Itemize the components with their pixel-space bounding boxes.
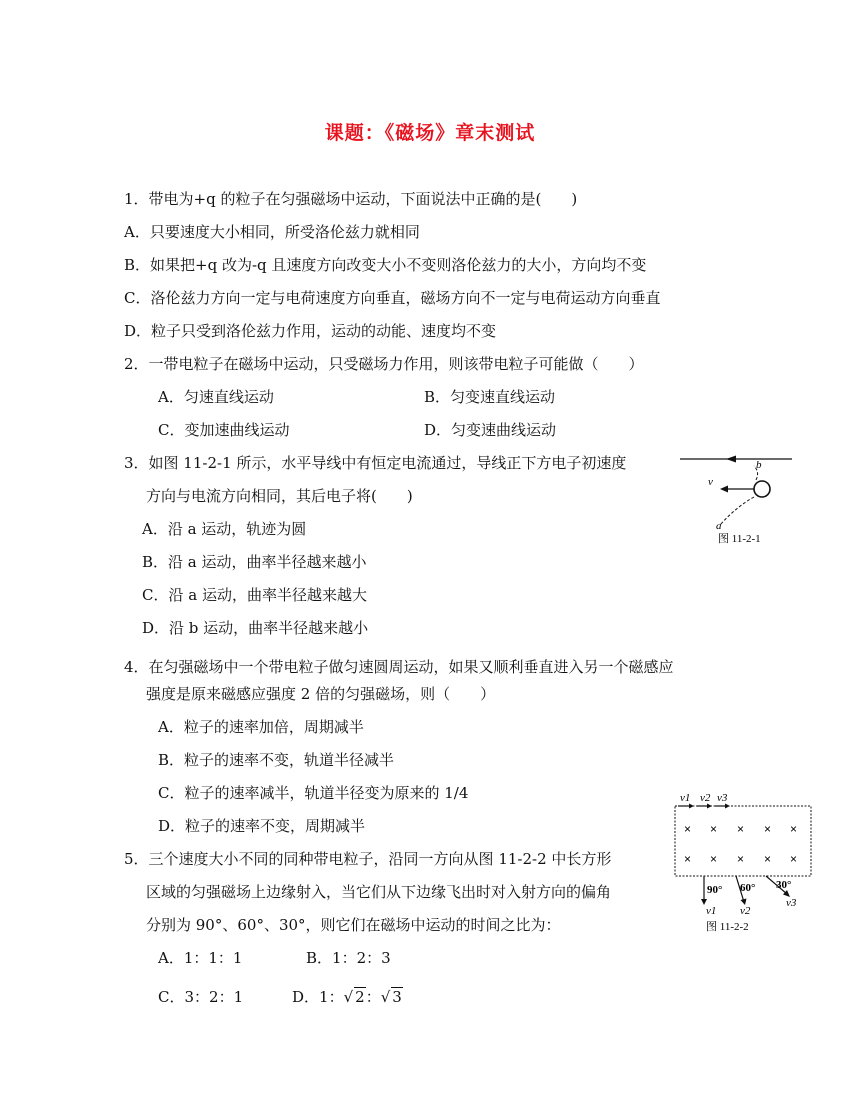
q2-option-b: B．匀变速直线运动 bbox=[424, 388, 556, 406]
label-v2-bottom: v2 bbox=[740, 905, 751, 917]
q5-option-b: B．1：2：3 bbox=[306, 949, 391, 967]
q1-stem: 1．带电为+q 的粒子在匀强磁场中运动，下面说法中正确的是( ) bbox=[124, 190, 578, 208]
q1-option-a: A．只要速度大小相同，所受洛伦兹力就相同 bbox=[124, 223, 420, 241]
label-b: b bbox=[756, 459, 762, 471]
svg-text:×: × bbox=[710, 852, 718, 866]
angle-30: 30° bbox=[776, 879, 792, 891]
q1-option-b: B．如果把+q 改为-q 且速度方向改变大小不变则洛伦兹力的大小，方向均不变 bbox=[124, 256, 647, 274]
label-v2-top: v2 bbox=[700, 792, 711, 804]
q2-option-d: D．匀变速曲线运动 bbox=[424, 421, 557, 439]
q1-option-c: C．洛伦兹力方向一定与电荷速度方向垂直，磁场方向不一定与电荷运动方向垂直 bbox=[124, 289, 661, 307]
q3-stem-line1: 3．如图 11-2-1 所示，水平导线中有恒定电流通过，导线正下方电子初速度 bbox=[124, 454, 627, 472]
magnetic-field-crosses bbox=[684, 822, 797, 866]
svg-text:×: × bbox=[764, 822, 772, 836]
svg-text:×: × bbox=[710, 822, 718, 836]
label-v1-top: v1 bbox=[680, 792, 691, 804]
q2-option-c: C．变加速曲线运动 bbox=[158, 421, 290, 439]
q3-option-b: B．沿 a 运动，曲率半径越来越小 bbox=[142, 553, 367, 571]
figure-caption: 图 11-2-2 bbox=[706, 921, 749, 933]
current-arrow-icon bbox=[726, 456, 736, 463]
figure-11-2-2 bbox=[670, 790, 820, 935]
svg-text:×: × bbox=[790, 822, 798, 836]
q5-stem-line1: 5．三个速度大小不同的同种带电粒子，沿同一方向从图 11-2-2 中长方形 bbox=[124, 850, 612, 868]
q3-option-a: A．沿 a 运动，轨迹为圆 bbox=[142, 520, 307, 538]
q5-option-a: A．1：1：1 bbox=[158, 949, 243, 967]
q4-option-b: B．粒子的速率不变，轨道半径减半 bbox=[158, 751, 395, 769]
q2-option-a: A．匀速直线运动 bbox=[158, 388, 274, 406]
q5-option-c: C．3：2：1 bbox=[158, 988, 244, 1006]
label-v3-top: v3 bbox=[717, 792, 728, 804]
figure-caption: 图 11-2-1 bbox=[718, 533, 761, 545]
label-a: a bbox=[716, 520, 722, 532]
electron-icon bbox=[754, 481, 770, 497]
label-v1-bottom: v1 bbox=[706, 905, 717, 917]
sqrt-3: √ 3 bbox=[380, 988, 402, 1006]
angle-60: 60° bbox=[740, 882, 756, 894]
q5-stem-line2: 区域的匀强磁场上边缘射入，当它们从下边缘飞出时对入射方向的偏角 bbox=[146, 883, 612, 901]
q3-option-c: C．沿 a 运动，曲率半径越来越大 bbox=[142, 586, 367, 604]
q4-option-c: C．粒子的速率减半，轨道半径变为原来的 1/4 bbox=[158, 784, 469, 802]
angle-90: 90° bbox=[707, 884, 723, 896]
svg-text:×: × bbox=[737, 852, 745, 866]
q1-option-d: D．粒子只受到洛伦兹力作用，运动的动能、速度均不变 bbox=[124, 322, 497, 340]
q5-option-d-prefix: D．1： bbox=[292, 988, 344, 1006]
sqrt-2: √ 2 bbox=[343, 988, 365, 1006]
q2-stem: 2．一带电粒子在磁场中运动，只受磁场力作用，则该带电粒子可能做（ ） bbox=[124, 355, 644, 373]
current-wire bbox=[680, 456, 792, 463]
svg-text:×: × bbox=[684, 822, 692, 836]
label-v: v bbox=[708, 476, 713, 488]
q4-option-d: D．粒子的速率不变，周期减半 bbox=[158, 817, 366, 835]
q4-option-a: A．粒子的速率加倍，周期减半 bbox=[158, 718, 364, 736]
svg-text:×: × bbox=[790, 852, 798, 866]
svg-text:×: × bbox=[684, 852, 692, 866]
entry-arrows bbox=[678, 804, 730, 809]
velocity-arrow bbox=[720, 486, 754, 493]
figure-11-2-1 bbox=[676, 452, 796, 547]
svg-text:×: × bbox=[737, 822, 745, 836]
label-v3-bottom: v3 bbox=[786, 897, 797, 909]
q5-stem-line3: 分别为 90°、60°、30°，则它们在磁场中运动的时间之比为： bbox=[146, 916, 561, 934]
q5-option-d bbox=[292, 987, 403, 1007]
q3-option-d: D．沿 b 运动，曲率半径越来越小 bbox=[142, 619, 369, 637]
page-title: 课题：《磁场》章末测试 bbox=[324, 122, 536, 144]
q4-stem-line1: 4．在匀强磁场中一个带电粒子做匀速圆周运动，如果又顺利垂直进入另一个磁感应 bbox=[124, 658, 674, 676]
q4-stem-line2: 强度是原来磁感应强度 2 倍的匀强磁场，则（ ） bbox=[146, 685, 496, 703]
q3-stem-line2: 方向与电流方向相同，其后电子将( ) bbox=[146, 487, 413, 505]
path-a bbox=[720, 497, 754, 525]
q5-option-d-sep: ： bbox=[365, 988, 381, 1006]
svg-text:×: × bbox=[764, 852, 772, 866]
